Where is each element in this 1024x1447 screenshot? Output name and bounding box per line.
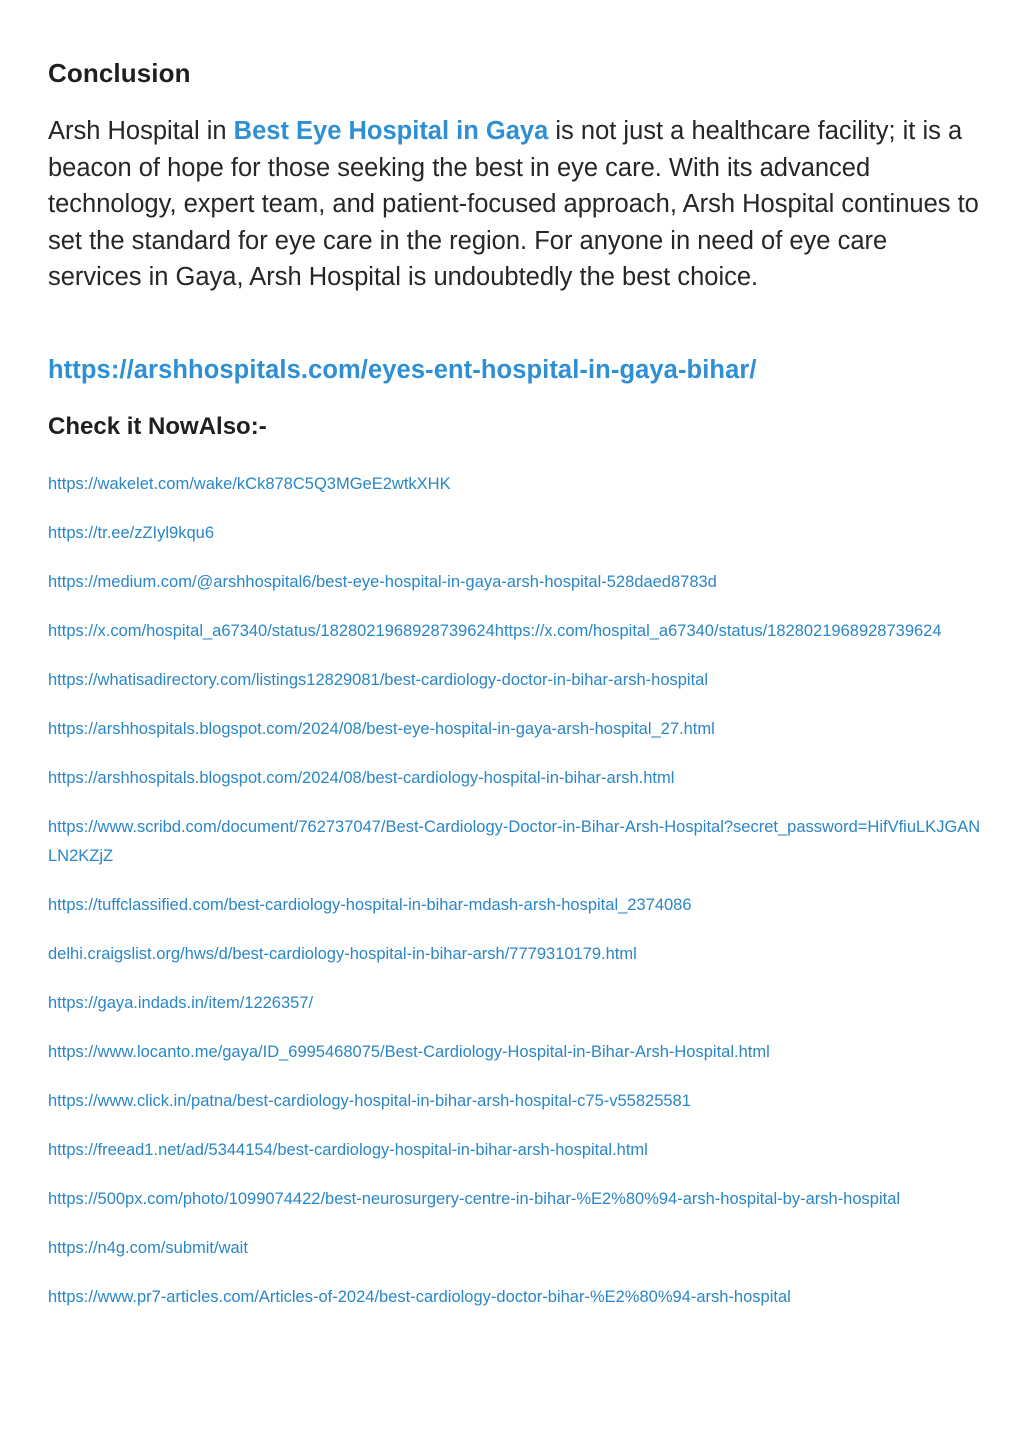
related-link[interactable]: https://whatisadirectory.com/listings12829081/best-cardiology-doctor-in-bihar-arsh-hospital [48, 671, 709, 689]
list-item [48, 764, 983, 793]
related-link[interactable]: https://gaya.indads.in/item/1226357/ [48, 993, 314, 1012]
list-item [48, 666, 983, 695]
related-link[interactable]: https://medium.com/@arshhospital6/best-eye-hospital-in-gaya-arsh-hospital-528daed8783d [48, 573, 717, 591]
list-item [48, 1038, 983, 1067]
related-link[interactable]: https://www.pr7-articles.com/Articles-of-2024/best-cardiology-doctor-bihar-%E2%80%94-arsh-hospital [48, 1287, 791, 1306]
intro-text-start: Arsh Hospital in [48, 117, 234, 145]
related-link[interactable]: https://www.click.in/patna/best-cardiology-hospital-in-bihar-arsh-hospital-c75-v55825581 [48, 1091, 691, 1110]
related-link[interactable]: https://500px.com/photo/1099074422/best-neurosurgery-centre-in-bihar-%E2%80%94-arsh-hospital-by-arsh-hospital [48, 1189, 901, 1208]
related-link[interactable]: https://x.com/hospital_a67340/status/1828021968928739624https://x.com/hospital_a67340/status/1828021968928739624 [48, 622, 942, 640]
list-item [48, 470, 983, 499]
related-link[interactable]: https://arshhospitals.blogspot.com/2024/08/best-eye-hospital-in-gaya-arsh-hospital_27.html [48, 720, 715, 738]
conclusion-paragraph [48, 113, 983, 296]
related-link[interactable]: delhi.craigslist.org/hws/d/best-cardiology-hospital-in-bihar-arsh/7779310179.html [48, 944, 637, 963]
intro-text-end: is not just a healthcare facility; it is a beacon of hope for those seeking the best in eye care. With its advanced technology, expert team, and patient-focused approach, Arsh Hospital continues to set the standard for eye care in the region. For anyone in need of eye care services in Gaya, Arsh Hospital is undoubtedly the best choice. [48, 117, 979, 291]
list-item [48, 1136, 983, 1165]
list-item [48, 940, 983, 969]
related-link[interactable]: https://n4g.com/submit/wait [48, 1238, 248, 1257]
list-item [48, 1283, 983, 1312]
related-links-list [48, 470, 983, 1332]
best-eye-hospital-link[interactable]: Best Eye Hospital in Gaya [233, 117, 549, 145]
related-link[interactable]: https://wakelet.com/wake/kCk878C5Q3MGeE2wtkXHK [48, 475, 451, 493]
hospital-website-link[interactable]: https://arshhospitals.com/eyes-ent-hospital-in-gaya-bihar/ [48, 356, 757, 384]
conclusion-heading: Conclusion [48, 58, 191, 88]
list-item [48, 891, 983, 920]
list-item [48, 1087, 983, 1116]
list-item [48, 617, 983, 646]
list-item [48, 715, 983, 744]
list-item [48, 989, 983, 1018]
list-item [48, 813, 983, 870]
list-item [48, 568, 983, 597]
related-link[interactable]: https://tuffclassified.com/best-cardiology-hospital-in-bihar-mdash-arsh-hospital_2374086 [48, 895, 692, 914]
list-item [48, 519, 983, 548]
related-link[interactable]: https://www.scribd.com/document/762737047/Best-Cardiology-Doctor-in-Bihar-Arsh-Hospital?secret_password=HifVfiuLKJGANLN2KZjZ [48, 818, 981, 865]
related-link[interactable]: https://freead1.net/ad/5344154/best-cardiology-hospital-in-bihar-arsh-hospital.html [48, 1140, 648, 1159]
list-item [48, 1234, 983, 1263]
list-item [48, 1185, 983, 1214]
related-link[interactable]: https://tr.ee/zZIyl9kqu6 [48, 524, 214, 542]
check-it-now-heading: Check it NowAlso:- [48, 413, 267, 440]
related-link[interactable]: https://arshhospitals.blogspot.com/2024/08/best-cardiology-hospital-in-bihar-arsh.html [48, 769, 675, 787]
related-link[interactable]: https://www.locanto.me/gaya/ID_6995468075/Best-Cardiology-Hospital-in-Bihar-Arsh-Hospital.html [48, 1042, 770, 1061]
